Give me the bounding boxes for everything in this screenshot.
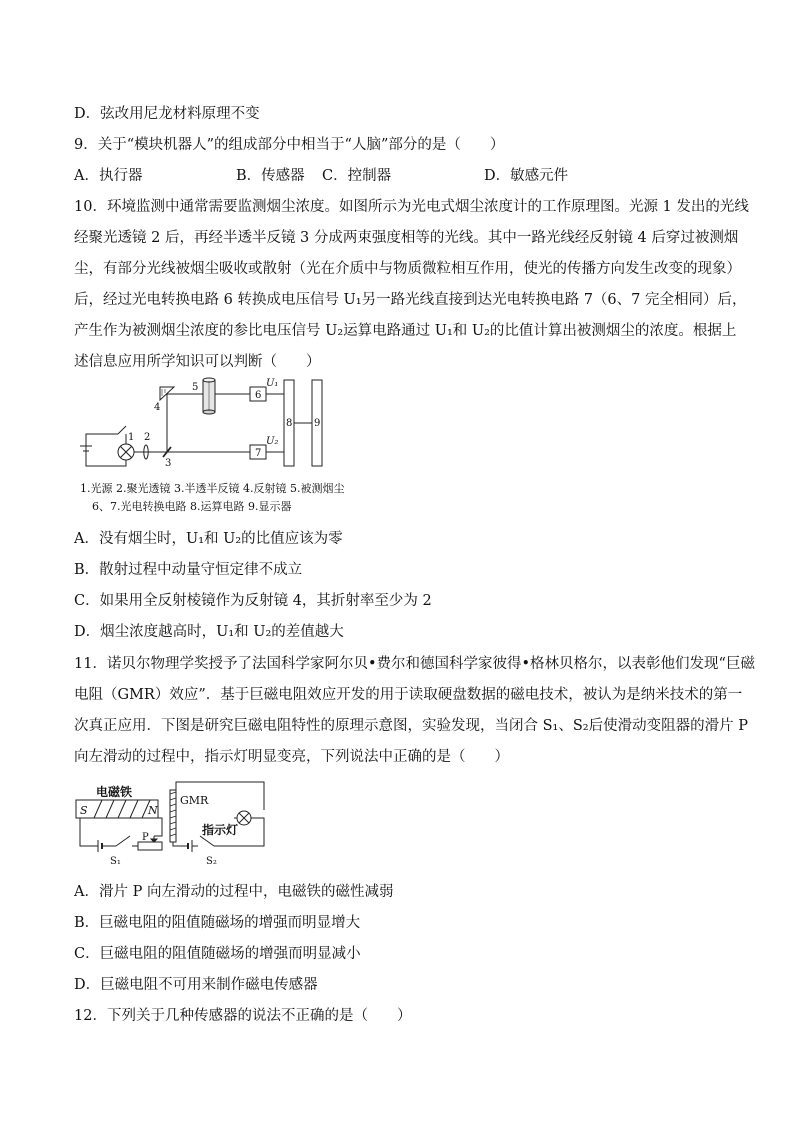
q11-option-c: C．巨磁电阻的阻值随磁场的增强而明显减小 [74, 946, 361, 962]
label-s1: S₁ [110, 856, 121, 867]
rheostat [138, 842, 162, 850]
power-switch [118, 426, 126, 434]
q10-stem-line-3: 尘，有部分光线被烟尘吸收或散射（光在介质中与物质微粒相互作用，使光的传播方向发生改变的现象） [74, 261, 741, 277]
q8-option-d: D．弦改用尼龙材料原理不变 [74, 106, 260, 122]
q10-option-c: C．如果用全反射棱镜作为反射镜 4，其折射率至少为 2 [74, 593, 432, 609]
label-6: 6 [255, 390, 262, 401]
q9-option-c: C．控制器 [322, 168, 392, 184]
label-n-pole: N [148, 804, 158, 817]
q10-stem-line-4: 后，经过光电转换电路 6 转换成电压信号 U₁另一路光线直接到达光电转换电路 7（6、7 完全相同）后， [74, 292, 747, 308]
q10-figure-caption-1: 1.光源 2.聚光透镜 3.半透半反镜 4.反射镜 5.被测烟尘 [80, 482, 345, 495]
label-1: 1 [128, 432, 135, 443]
q9-option-b: B．传感器 [236, 168, 305, 184]
q11-stem-line-3: 次真正应用．下图是研究巨磁电阻特性的原理示意图，实验发现，当闭合 S₁、S₂后使滑动变阻器的滑片 P [74, 718, 748, 734]
q10-stem-line-5: 产生作为被测烟尘浓度的参比电压信号 U₂运算电路通过 U₁和 U₂的比值计算出被测烟尘的浓度。根据上 [74, 323, 737, 339]
q10-option-b: B．散射过程中动量守恒定律不成立 [74, 562, 303, 578]
q11-stem-line-4: 向左滑动的过程中，指示灯明显变亮，下列说法中正确的是（ ） [74, 749, 509, 765]
label-8: 8 [286, 418, 293, 429]
label-u2: U₂ [266, 436, 279, 447]
q11-option-d: D．巨磁电阻不可用来制作磁电传感器 [74, 977, 318, 993]
q12-stem: 12．下列关于几种传感器的说法不正确的是（ ） [74, 1008, 412, 1024]
label-2: 2 [144, 432, 151, 443]
q11-stem-line-1: 11．诺贝尔物理学奖授予了法国科学家阿尔贝•费尔和德国科学家彼得•格林贝格尔，以表彰他们发现“巨磁 [74, 656, 755, 672]
label-s-pole: S [80, 804, 88, 817]
label-4: 4 [154, 402, 161, 413]
q9-option-a: A．执行器 [74, 168, 143, 184]
q10-stem-line-6: 述信息应用所学知识可以判断（ ） [74, 354, 321, 370]
q10-option-a: A．没有烟尘时，U₁和 U₂的比值应该为零 [74, 531, 343, 547]
q10-smoke-meter-diagram [74, 374, 374, 484]
left-circuit-wire [80, 818, 98, 846]
q11-gmr-diagram [74, 778, 274, 868]
label-gmr: GMR [180, 794, 209, 807]
power-circuit-wire [86, 434, 126, 466]
q10-figure-caption-2: 6、7.光电转换电路 8.运算电路 9.显示器 [92, 500, 292, 513]
label-3: 3 [165, 458, 172, 469]
label-7: 7 [255, 448, 262, 459]
switch-s1 [116, 836, 130, 846]
q9-option-d: D．敏感元件 [484, 168, 569, 184]
label-5: 5 [192, 382, 199, 393]
label-indicator-lamp: 指示灯 [202, 823, 239, 837]
label-s2: S₂ [206, 856, 217, 867]
q11-option-a: A．滑片 P 向左滑动的过程中，电磁铁的磁性减弱 [74, 884, 394, 900]
q10-option-d: D．烟尘浓度越高时，U₁和 U₂的差值越大 [74, 624, 344, 640]
label-electromagnet: 电磁铁 [96, 785, 133, 799]
q9-stem: 9．关于“模块机器人”的组成部分中相当于“人脑”部分的是（ ） [74, 137, 505, 153]
label-9: 9 [314, 418, 321, 429]
q10-stem-line-2: 经聚光透镜 2 后，再经半透半反镜 3 分成两束强度相等的光线。其中一路光线经反射镜 4 后穿过被测烟 [74, 230, 739, 246]
q11-option-b: B．巨磁电阻的阻值随磁场的增强而明显增大 [74, 915, 361, 931]
label-slider-p: P [142, 832, 149, 843]
q11-stem-line-2: 电阻（GMR）效应”．基于巨磁电阻效应开发的用于读取硬盘数据的磁电技术，被认为是纳米技术的第一 [74, 687, 743, 703]
switch-s2 [200, 836, 214, 846]
q10-stem-line-1: 10．环境监测中通常需要监测烟尘浓度。如图所示为光电式烟尘浓度计的工作原理图。光源 1 发出的光线 [74, 199, 749, 215]
label-u1: U₁ [266, 378, 279, 389]
